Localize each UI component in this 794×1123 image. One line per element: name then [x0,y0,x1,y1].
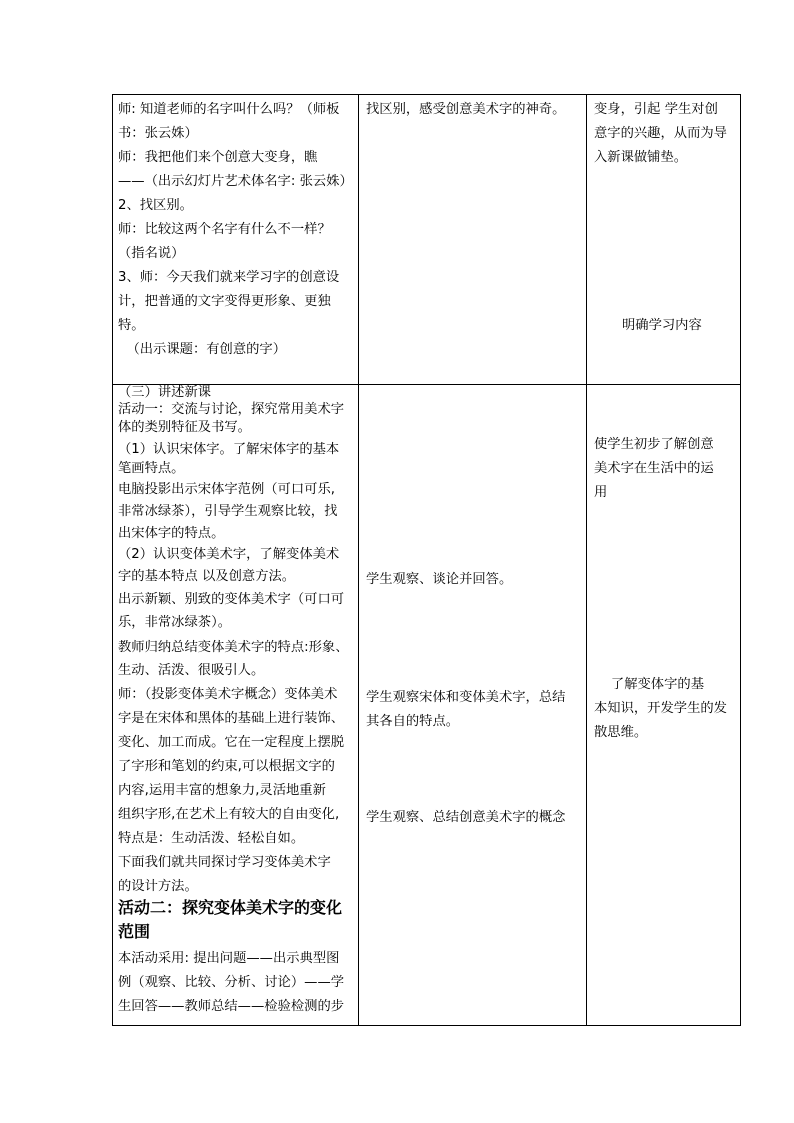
text-line: （1）认识宋体字。了解宋体字的基本 [118,442,340,457]
teacher-activity-cell [113,385,359,1025]
text-line: 入新课做铺垫。 [594,150,688,165]
table-row [113,385,740,1025]
design-intent-cell [587,95,740,384]
text-line: 本活动采用: 提出问题——出示典型图 [118,951,340,966]
text-line: ——（出示幻灯片艺术体名字: 张云姝） [118,174,353,189]
text-line: 出示新颖、别致的变体美术字（可口可 [118,592,345,607]
text-line: 特点是：生动活泼、轻松自如。 [118,831,305,846]
student-activity-cell [359,385,587,1025]
design-intent-cell [587,385,740,1025]
text-line: 字是在宋体和黑体的基础上进行装饰、 [118,711,345,726]
text-line: （出示课题：有创意的字） [118,342,287,357]
text-line: 师：比较这两个名字有什么不一样？ [118,222,331,237]
text-line: 活动一：交流与讨论，探究常用美术字 [118,402,345,417]
text-line: 电脑投影出示宋体字范例（可口可乐, [118,482,335,497]
text-line: 使学生初步了解创意 [594,437,714,452]
text-line: 3、师：今天我们就来学习字的创意设 [118,270,340,285]
text-line: 找区别，感受创意美术字的神奇。 [366,102,566,117]
student-activity-cell [359,95,587,384]
text-line: 教师归纳总结变体美术字的特点:形象、 [118,640,349,655]
text-line: 出宋体字的特点。 [118,526,225,541]
text-line: 生回答——教师总结——检验检测的步 [118,999,345,1014]
text-line: 书：张云姝） [118,126,198,141]
lesson-plan-table [112,94,741,1026]
text-line: 2、找区别。 [118,198,193,213]
text-line: 美术字在生活中的运 [594,461,714,476]
text-line: 特。 [118,318,145,333]
text-line: 学生观察、总结创意美术字的概念 [366,810,566,825]
text-line: 计，把普通的文字变得更形象、更独 [118,294,331,309]
text-line: 师：（投影变体美术字概念）变体美术 [118,687,338,702]
activity-heading: 活动二：探究变体美术字的变化 [118,898,343,917]
text-line: 其各自的特点。 [366,714,460,729]
text-line: 散思维。 [594,725,648,740]
text-line: 例（观察、比较、分析、讨论）——学 [118,975,345,990]
text-line: 学生观察、谈论并回答。 [366,572,513,587]
text-line: 本知识，开发学生的发 [594,701,727,716]
text-line: 明确学习内容 [622,318,702,333]
activity-heading: 范围 [118,922,151,941]
text-line: 生动、活泼、很吸引人。 [118,663,265,678]
text-line: 下面我们就共同探讨学习变体美术字 [118,855,331,870]
teacher-activity-cell [113,95,359,384]
text-line: 师：我把他们来个创意大变身，瞧 [118,150,318,165]
text-line: 内容,运用丰富的想象力,灵活地重新 [118,783,326,798]
text-line: 的设计方法。 [118,879,198,894]
text-line: 了字形和笔划的约束,可以根据文字的 [118,759,335,774]
text-line: （2）认识变体美术字，了解变体美术 [118,547,340,562]
text-line: 用 [594,485,608,500]
text-line: （指名说） [118,246,185,261]
text-line: 师: 知道老师的名字叫什么吗？（师板 [118,102,340,117]
text-line: 组织字形,在艺术上有较大的自由变化, [118,807,340,822]
text-line: 变化、加工而成。它在一定程度上摆脱 [118,735,345,750]
text-line: 了解变体字的基 [594,677,704,692]
section-title: （三）讲述新课 [118,385,212,400]
text-line: 体的类别特征及书写。 [118,420,251,435]
text-line: 笔画特点。 [118,461,185,476]
text-line: 意字的兴趣，从而为导 [594,126,727,141]
text-line: 乐，非常冰绿茶）。 [118,615,232,630]
text-line: 非常冰绿茶），引导学生观察比较，找 [118,504,338,519]
text-line: 字的基本特点 以及创意方法。 [118,569,296,584]
text-line: 学生观察宋体和变体美术字，总结 [366,690,566,705]
text-line: 变身，引起 学生对创 [594,102,718,117]
table-row [113,95,740,385]
